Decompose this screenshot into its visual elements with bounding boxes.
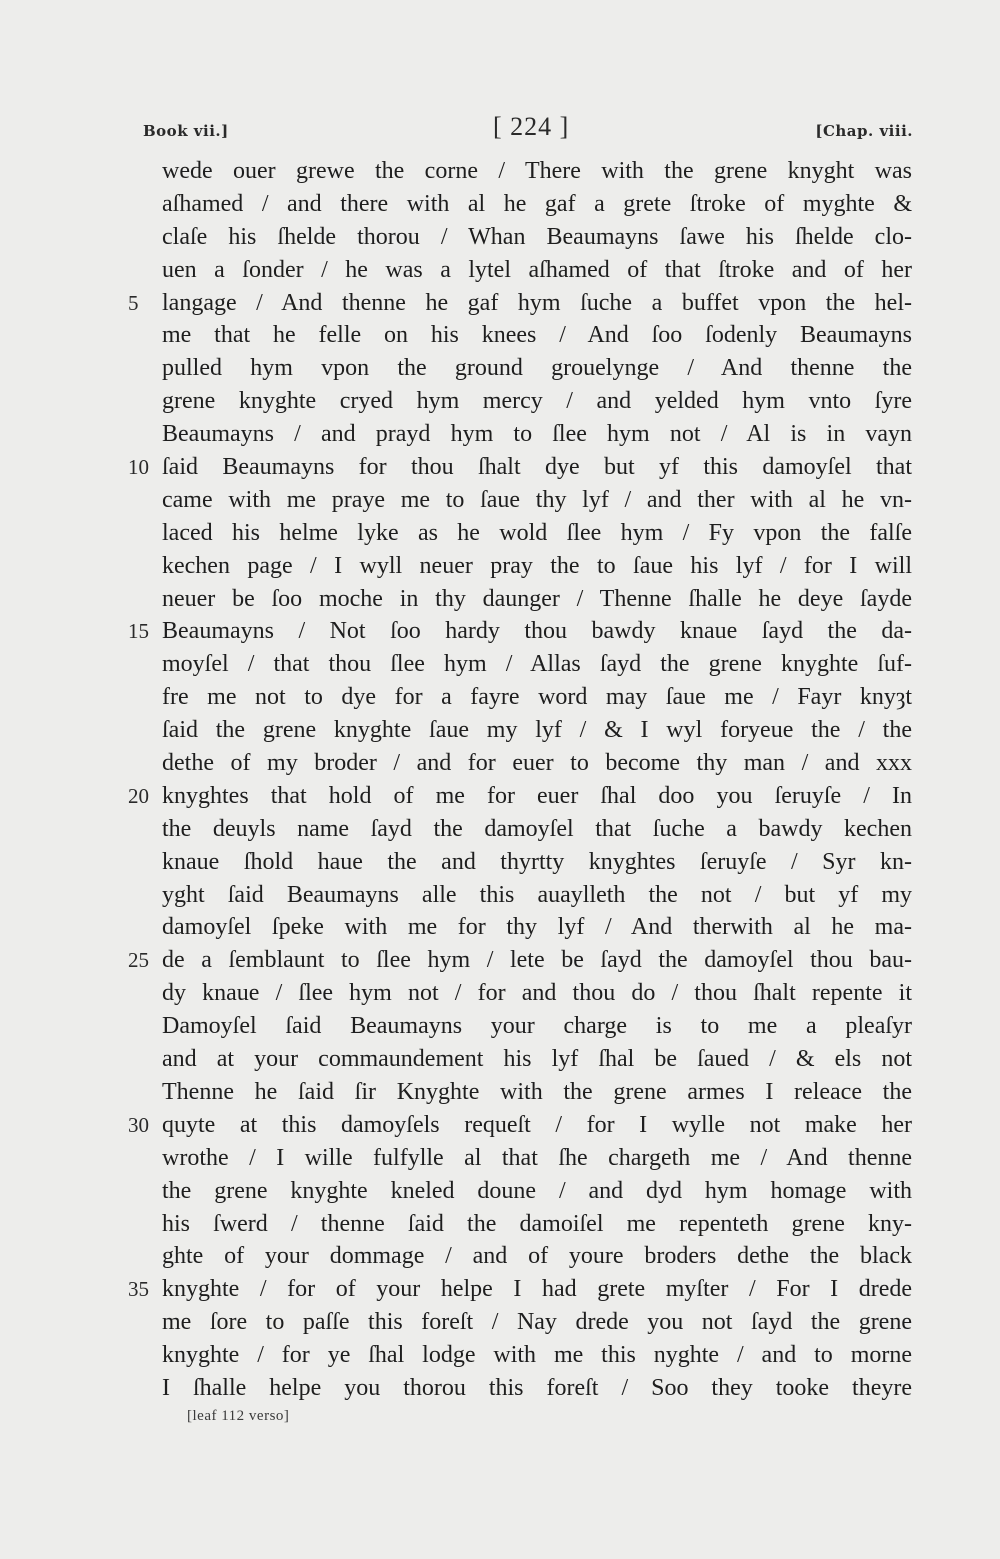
line-number: 5 (128, 290, 139, 315)
line-text: moyſel / that thou ſlee hym / Allas ſayd the grene knyghte ſuf- (162, 651, 912, 678)
line-text: dethe of my broder / and for euer to become thy man / and xxx (162, 750, 912, 777)
running-head-book: Book vii.] (143, 122, 229, 140)
line-text: knyghte / for of your helpe I had grete myſter / For I drede (162, 1276, 912, 1303)
text-line (128, 944, 912, 977)
text-line (162, 484, 912, 517)
line-text: his ſwerd / thenne ſaid the damoiſel me repenteth grene kny- (162, 1210, 912, 1237)
text-line (128, 615, 912, 648)
line-number: 35 (128, 1277, 149, 1302)
text-line (162, 418, 912, 451)
text-line (162, 254, 912, 287)
text-line (162, 1339, 912, 1372)
running-head (143, 112, 913, 148)
text-line (162, 352, 912, 385)
text-line (128, 780, 912, 813)
line-text: fre me not to dye for a fayre word may ſaue me / Fayr knyȝt (162, 684, 912, 711)
text-line (162, 846, 912, 879)
line-number: 30 (128, 1112, 149, 1137)
line-text: claſe his ſhelde thorou / Whan Beaumayns ſawe his ſhelde clo- (162, 223, 912, 250)
line-text: wede ouer grewe the corne / There with the grene knyght was (162, 158, 912, 184)
text-line (162, 1175, 912, 1208)
text-line (162, 155, 912, 188)
line-text: aſhamed / and there with al he gaf a grete ſtroke of myghte & (162, 190, 912, 217)
line-text: dy knaue / ſlee hym not / for and thou do / thou ſhalt repente it (162, 980, 912, 1007)
line-number: 15 (128, 619, 149, 644)
line-text: ſaid Beaumayns for thou ſhalt dye but yf this damoyſel that (162, 454, 912, 481)
text-line (162, 1240, 912, 1273)
line-text: quyte at this damoyſels requeſt / for I wylle not make her (162, 1111, 912, 1138)
line-text: laced his helme lyke as he wold ſlee hym / Fy vpon the falſe (162, 519, 912, 546)
text-line (162, 681, 912, 714)
text-line (162, 550, 912, 583)
text-line (162, 1043, 912, 1076)
line-text: and at your commaundement his lyf ſhal be ſaued / & els not (162, 1046, 912, 1073)
line-text: knyghte / for ye ſhal lodge with me this nyghte / and to morne (162, 1342, 912, 1369)
line-text: Damoyſel ſaid Beaumayns your charge is to me a pleaſyr (162, 1013, 912, 1040)
text-line (162, 385, 912, 418)
text-line (162, 517, 912, 550)
text-line (162, 583, 912, 616)
text-line (162, 1372, 912, 1405)
text-line (162, 319, 912, 352)
body-text (128, 155, 912, 1405)
line-text: pulled hym vpon the ground grouelynge / And thenne the (162, 355, 912, 382)
text-line (162, 1306, 912, 1339)
line-text: me that he felle on his knees / And ſoo ſodenly Beaumayns (162, 322, 912, 349)
line-number: 25 (128, 948, 149, 973)
line-text: wrothe / I wille fulfylle al that ſhe chargeth me / And thenne (162, 1144, 912, 1171)
line-text: de a ſemblaunt to ſlee hym / lete be ſayd the damoyſel thou bau- (162, 947, 912, 974)
text-line (162, 977, 912, 1010)
line-text: neuer be ſoo moche in thy daunger / Thenne ſhalle he deye ſayde (162, 585, 912, 612)
line-text: the deuyls name ſayd the damoyſel that ſuche a bawdy kechen (162, 815, 912, 842)
line-text: ſaid the grene knyghte ſaue my lyf / & I wyl foryeue the / the (162, 717, 912, 744)
text-line (162, 188, 912, 221)
text-line (128, 451, 912, 484)
line-text: me ſore to paſſe this foreſt / Nay drede you not ſayd the grene (162, 1309, 912, 1336)
text-line (162, 648, 912, 681)
text-line (128, 1109, 912, 1142)
line-text: Beaumayns / Not ſoo hardy thou bawdy knaue ſayd the da- (162, 618, 912, 645)
page-number: [ 224 ] (493, 112, 570, 141)
text-line (162, 813, 912, 846)
leaf-note: [leaf 112 verso] (187, 1408, 290, 1424)
line-text: kechen page / I wyll neuer pray the to ſaue his lyf / for I will (162, 552, 912, 579)
line-text: damoyſel ſpeke with me for thy lyf / And therwith al he ma- (162, 914, 912, 941)
text-line (162, 714, 912, 747)
line-number: 20 (128, 783, 149, 808)
line-text: Beaumayns / and prayd hym to ſlee hym not / Al is in vayn (162, 421, 912, 448)
line-text: grene knyghte cryed hym mercy / and yelded hym vnto ſyre (162, 388, 912, 415)
text-line (162, 879, 912, 912)
line-text: knyghtes that hold of me for euer ſhal doo you ſeruyſe / In (162, 782, 912, 809)
text-line (162, 1208, 912, 1241)
text-line (162, 747, 912, 780)
text-line (128, 287, 912, 320)
line-text: came with me praye me to ſaue thy lyf / and ther with al he vn- (162, 486, 912, 513)
line-text: langage / And thenne he gaf hym ſuche a buffet vpon the hel- (162, 289, 912, 316)
text-line (162, 1010, 912, 1043)
line-text: Thenne he ſaid ſir Knyghte with the grene armes I releace the (162, 1078, 912, 1105)
text-line (162, 221, 912, 254)
text-line (162, 1076, 912, 1109)
line-text: ghte of your dommage / and of youre broders dethe the black (162, 1243, 912, 1270)
line-text: yght ſaid Beaumayns alle this auaylleth the not / but yf my (162, 881, 912, 908)
line-text: knaue ſhold haue the and thyrtty knyghtes ſeruyſe / Syr kn- (162, 848, 912, 875)
line-text: I ſhalle helpe you thorou this foreſt / Soo they tooke theyre (162, 1374, 912, 1401)
line-number: 10 (128, 455, 149, 480)
line-text: the grene knyghte kneled doune / and dyd hym homage with (162, 1177, 912, 1204)
running-head-chapter: [Chap. viii. (815, 122, 913, 140)
text-line (128, 1273, 912, 1306)
text-line (162, 911, 912, 944)
line-text: uen a ſonder / he was a lytel aſhamed of that ſtroke and of her (162, 256, 912, 283)
text-line (162, 1142, 912, 1175)
